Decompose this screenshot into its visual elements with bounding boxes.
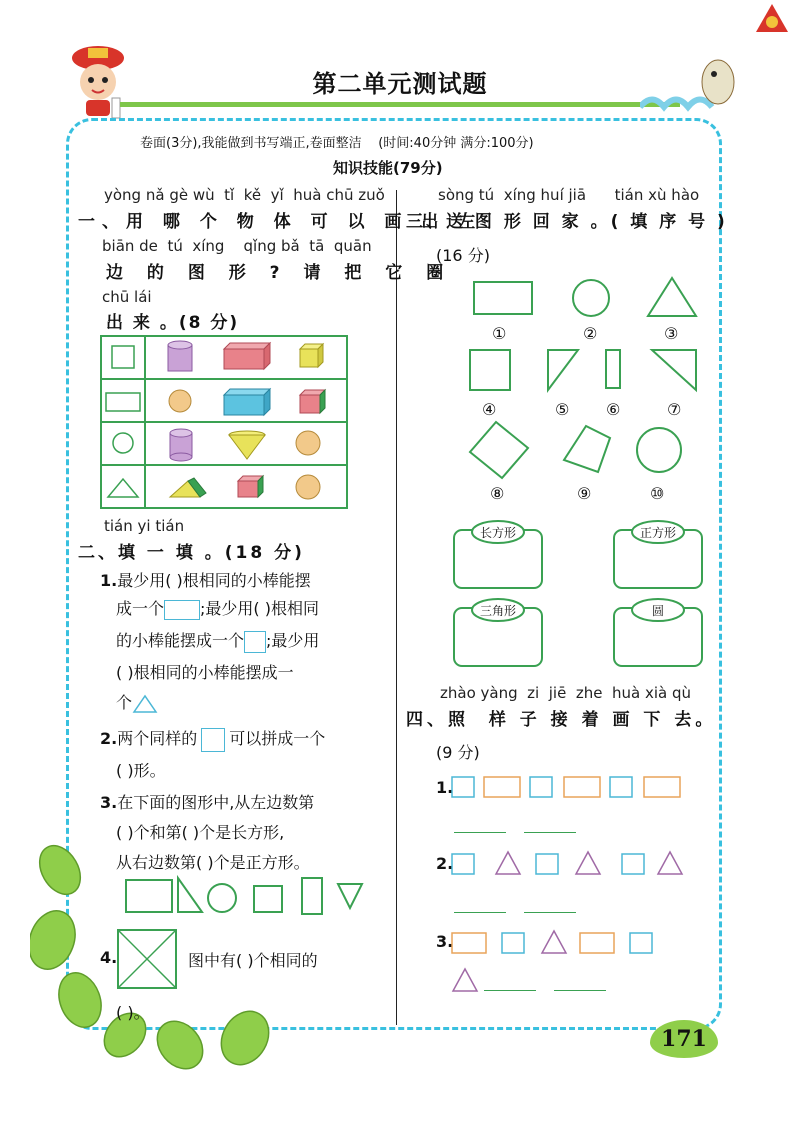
q2-pinyin: tián yi tián <box>104 517 185 535</box>
q2-item4-line1: 图中有( )个相同的 <box>188 951 318 970</box>
q2-item4-figure <box>116 928 178 990</box>
house-triangle[interactable] <box>452 596 544 668</box>
q2-item3-shapes <box>120 874 370 918</box>
q2-item3-line3: 从右边数第( )个是正方形。 <box>116 853 310 872</box>
page-number: 171 <box>650 1020 718 1058</box>
q4-heading: 四、照 样 子 接 着 画 下 去。 <box>406 710 717 730</box>
q3-points: (16 分) <box>436 246 490 265</box>
q2-item2-line2: ( )形。 <box>116 761 166 780</box>
answer-line[interactable] <box>454 832 506 833</box>
q1-text-1: 一、用 哪 个 物 体 可 以 画 出 左 <box>78 212 483 232</box>
q3-label-8: ⑧ <box>490 484 505 503</box>
house-circle[interactable] <box>612 596 704 668</box>
triangle-blank-icon <box>132 694 158 714</box>
q3-label-6: ⑥ <box>606 400 621 419</box>
square-blank-icon <box>244 631 266 653</box>
q2-heading: 二、填 一 填 。(18 分) <box>78 543 305 563</box>
q3-label-1: ① <box>492 324 507 343</box>
q2-item3-line2: ( )个和第( )个是长方形, <box>116 823 285 842</box>
q3-label-5: ⑤ <box>555 400 570 419</box>
logo <box>748 2 796 44</box>
q3-label-2: ② <box>583 324 598 343</box>
house-label: 三角形 <box>479 604 516 618</box>
header-green-bar <box>120 102 680 107</box>
q4-row3-no: 3. <box>436 932 454 951</box>
rectangle-blank-icon <box>164 600 200 620</box>
house-label: 圆 <box>651 604 664 618</box>
cube-yellow-icon <box>300 344 323 367</box>
q3-label-4: ④ <box>482 400 497 419</box>
q1-pinyin-2: biān de tú xíng qǐng bǎ tā quān <box>102 237 372 255</box>
q1-text-3: 出 来 。(8 分) <box>106 313 240 333</box>
square-icon <box>201 728 225 752</box>
q4-row3-pattern <box>450 928 690 956</box>
house-rectangle[interactable] <box>452 518 544 590</box>
q4-pinyin: zhào yàng zi jiē zhe huà xià qù <box>440 684 691 702</box>
q2-item1-line2: 成一个 ;最少用( )根相同 <box>116 599 319 618</box>
house-label: 正方形 <box>639 526 676 540</box>
q2-item2-line1: 2.两个同样的 可以拼成一个 <box>100 726 325 752</box>
q4-row1-pattern <box>450 774 690 802</box>
q2-item1-line3: 的小棒能摆成一个 ;最少用 <box>116 628 319 653</box>
house-label: 长方形 <box>479 526 516 540</box>
cuboid-red-icon <box>224 343 270 369</box>
q2-item1-line1: 1.最少用( )根相同的小棒能摆 <box>100 571 311 590</box>
answer-line[interactable] <box>554 990 606 991</box>
q4-row2-no: 2. <box>436 854 454 873</box>
answer-line[interactable] <box>484 990 536 991</box>
neatness-note: 卷面(3分),我能做到书写端正,卷面整洁 (时间:40分钟 满分:100分) <box>140 136 534 151</box>
answer-line[interactable] <box>524 912 576 913</box>
q2-item4-line2: ( )。 <box>116 1003 150 1022</box>
q4-row3-triangle <box>450 966 480 994</box>
q2-item4-no: 4. <box>100 948 118 967</box>
house-square[interactable] <box>612 518 704 590</box>
q4-points: (9 分) <box>436 743 480 762</box>
page-title: 第二单元测试题 <box>312 70 488 98</box>
answer-line[interactable] <box>524 832 576 833</box>
q4-row2-pattern <box>450 850 690 878</box>
q1-text-2: 边 的 图 形 ? 请 把 它 圈 <box>106 263 453 283</box>
q3-label-7: ⑦ <box>667 400 682 419</box>
q1-shape-grid <box>100 335 350 510</box>
column-divider <box>396 190 397 1025</box>
section-title: 知识技能(79分) <box>333 159 443 177</box>
q4-row1-no: 1. <box>436 778 454 797</box>
q3-pinyin: sòng tú xíng huí jiā tián xù hào <box>438 186 700 204</box>
q1-pinyin-3: chū lái <box>102 288 152 306</box>
q3-heading: 三、送 图 形 回 家 。( 填 序 号 ) <box>406 212 728 232</box>
q2-item1-line4: ( )根相同的小棒能摆成一 <box>116 663 294 682</box>
cylinder-icon <box>168 341 192 371</box>
q3-label-10: ⑩ <box>650 484 665 503</box>
q1-pinyin-1: yòng nǎ gè wù tǐ kě yǐ huà chū zuǒ <box>104 186 385 204</box>
q2-item3-line1: 3.在下面的图形中,从左边数第 <box>100 793 315 812</box>
q3-label-9: ⑨ <box>577 484 592 503</box>
q3-label-3: ③ <box>664 324 679 343</box>
q3-shapes <box>460 272 710 502</box>
answer-line[interactable] <box>454 912 506 913</box>
q2-item1-line5: 个 <box>116 690 158 714</box>
